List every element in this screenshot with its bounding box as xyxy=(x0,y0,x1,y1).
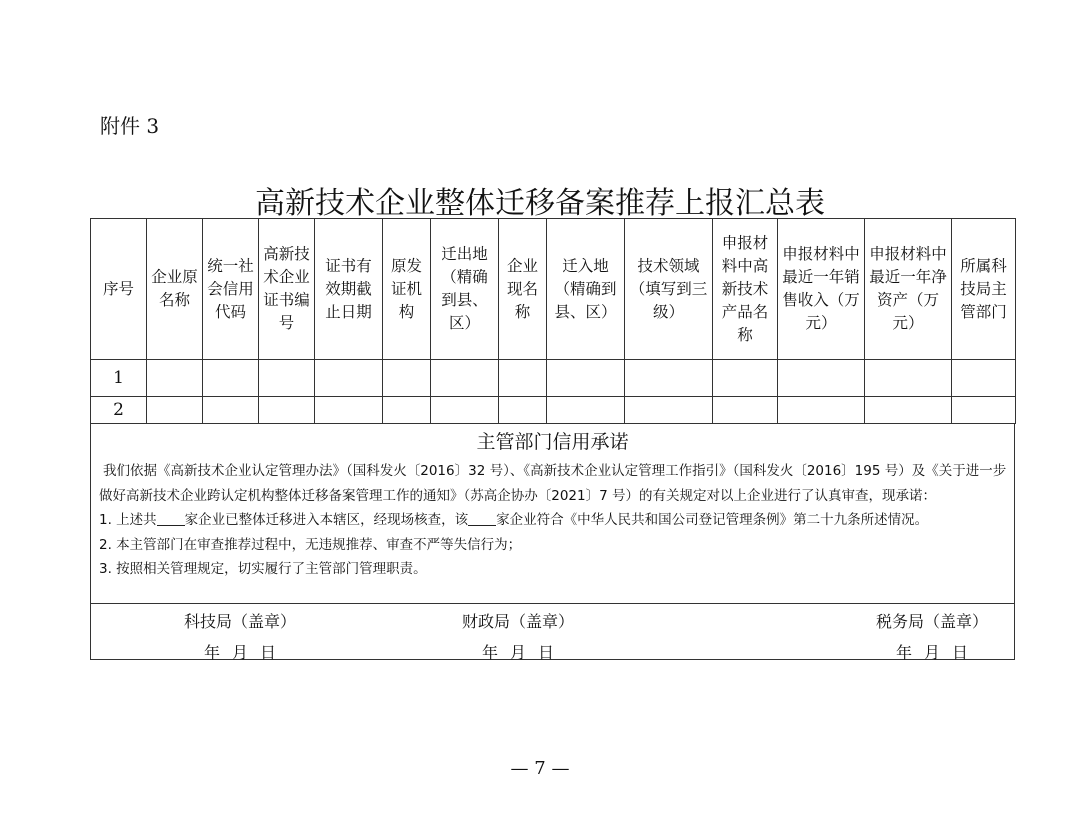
header-cell: 迁入地（精确到县、区） xyxy=(547,219,625,360)
table-cell[interactable] xyxy=(952,397,1016,424)
header-cell: 统一社会信用代码 xyxy=(203,219,259,360)
header-cell: 申报材料中高新技术产品名称 xyxy=(713,219,778,360)
table-cell[interactable] xyxy=(865,397,952,424)
table-cell[interactable] xyxy=(203,360,259,397)
table-cell[interactable] xyxy=(147,360,203,397)
header-cell: 所属科技局主管部门 xyxy=(952,219,1016,360)
signature-divider xyxy=(91,603,1014,604)
table-cell[interactable] xyxy=(259,360,315,397)
table-cell[interactable] xyxy=(315,360,383,397)
signature-finance-bureau xyxy=(453,609,583,663)
commitment-intro: 我们依据《高新技术企业认定管理办法》（国科发火〔2016〕32 号）、《高新技术企业认定管理工作指引》（国科发火〔2016〕195 号）及《关于进一步做好高新技术企业跨认定机构整体迁移备案管理工作的通知》（苏高企协办〔2021〕7 号）的有关规定对以上企业进行了认真审查，现承诺： xyxy=(99,463,1007,504)
table-cell[interactable] xyxy=(547,360,625,397)
signature-date: 年 月 日 xyxy=(481,643,555,662)
table-cell[interactable] xyxy=(315,397,383,424)
row-number: 2 xyxy=(91,397,147,424)
credit-commitment-section xyxy=(90,423,1015,660)
table-cell[interactable] xyxy=(625,397,713,424)
header-cell: 申报材料中最近一年销售收入（万元） xyxy=(778,219,865,360)
table-cell[interactable] xyxy=(499,360,547,397)
table-cell[interactable] xyxy=(713,360,778,397)
table-cell[interactable] xyxy=(431,360,499,397)
summary-sheet xyxy=(90,218,1015,661)
header-cell: 原发证机构 xyxy=(383,219,431,360)
table-row xyxy=(91,397,1016,424)
table-cell[interactable] xyxy=(147,397,203,424)
header-cell: 技术领域（填写到三级） xyxy=(625,219,713,360)
header-cell: 高新技术企业证书编号 xyxy=(259,219,315,360)
table-cell[interactable] xyxy=(713,397,778,424)
count-blank-2[interactable] xyxy=(468,511,496,526)
table-cell[interactable] xyxy=(383,397,431,424)
table-cell[interactable] xyxy=(431,397,499,424)
commitment-item-2: 2. 本主管部门在审查推荐过程中，无违规推荐、审查不严等失信行为； xyxy=(99,536,522,553)
commitment-title: 主管部门信用承诺 xyxy=(476,431,629,453)
commitment-body xyxy=(99,459,1009,582)
header-cell: 证书有效期截止日期 xyxy=(315,219,383,360)
signature-date: 年 月 日 xyxy=(895,643,969,662)
table-cell[interactable] xyxy=(778,360,865,397)
table-cell[interactable] xyxy=(547,397,625,424)
table-row xyxy=(91,360,1016,397)
table-cell[interactable] xyxy=(499,397,547,424)
header-cell: 企业原名称 xyxy=(147,219,203,360)
commitment-item-1: 1. 上述共 家企业已整体迁移进入本辖区，经现场核查，该 家企业符合《中华人民共和国公司登记管理条例》第二十九条所述情况。 xyxy=(99,512,929,528)
signature-org: 财政局（盖章） xyxy=(461,612,574,631)
table-cell[interactable] xyxy=(865,360,952,397)
row-number: 1 xyxy=(91,360,147,397)
signature-tax-bureau xyxy=(867,609,997,663)
header-cell: 企业现名称 xyxy=(499,219,547,360)
table-cell[interactable] xyxy=(259,397,315,424)
table-cell[interactable] xyxy=(778,397,865,424)
header-row xyxy=(91,219,1016,360)
summary-table xyxy=(90,218,1016,424)
signature-date: 年 月 日 xyxy=(203,643,277,662)
signature-org: 科技局（盖章） xyxy=(183,612,296,631)
table-cell[interactable] xyxy=(952,360,1016,397)
table-cell[interactable] xyxy=(203,397,259,424)
count-blank-1[interactable] xyxy=(157,511,185,526)
header-cell: 申报材料中最近一年净资产（万元） xyxy=(865,219,952,360)
attachment-label: 附件 3 xyxy=(100,114,160,138)
signature-org: 税务局（盖章） xyxy=(875,612,988,631)
page-number: — 7 — xyxy=(510,758,570,779)
header-cell: 迁出地（精确到县、区） xyxy=(431,219,499,360)
table-cell[interactable] xyxy=(625,360,713,397)
document-title: 高新技术企业整体迁移备案推荐上报汇总表 xyxy=(255,186,825,221)
table-cell[interactable] xyxy=(383,360,431,397)
commitment-item-3: 3. 按照相关管理规定，切实履行了主管部门管理职责。 xyxy=(99,561,427,577)
signature-tech-bureau xyxy=(175,609,305,663)
header-cell: 序号 xyxy=(91,219,147,360)
